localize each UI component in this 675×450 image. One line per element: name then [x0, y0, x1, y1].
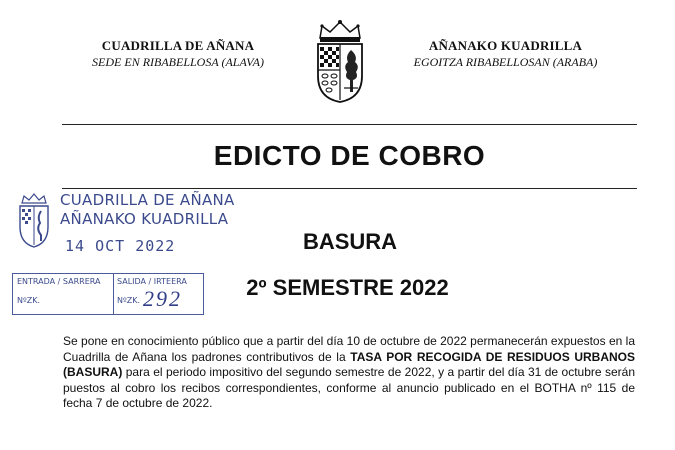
- entry-number-label: NºZK.: [17, 296, 41, 305]
- notice-paragraph: [63, 334, 635, 412]
- stamp-shield-icon: [16, 193, 52, 249]
- header-left-subtitle: SEDE EN RIBABELLOSA (ALAVA): [92, 55, 264, 69]
- entry-label: ENTRADA / SARRERA: [17, 277, 101, 286]
- stamp-date: 14 OCT 2022: [65, 237, 176, 255]
- notice-text-part2: para el periodo impositivo del segundo semestre de 2022, y a partir del día 31 de octubre serán puestos al cobro los recibos correspondientes, conforme al anuncio publicado en el BOTHA nº 115 de fecha 7 de octubre de 2022.: [63, 365, 635, 410]
- stamp-name-line2: AÑANAKO KUADRILLA: [60, 210, 229, 228]
- document-title: EDICTO DE COBRO: [213, 140, 486, 171]
- stamp-name-line1: CUADRILLA DE AÑANA: [60, 191, 235, 209]
- title-rule: [62, 188, 637, 189]
- top-rule: [62, 124, 637, 125]
- handwritten-registry-number: 292: [143, 286, 182, 311]
- exit-number-label: NºZK.: [117, 296, 141, 305]
- stamp-box-divider: [113, 274, 114, 314]
- header-right-subtitle: EGOITZA RIBABELLOSAN (ARABA): [413, 55, 598, 69]
- coat-of-arms-icon: [312, 18, 368, 104]
- header-left: [78, 38, 278, 70]
- notice-text-part1: Se pone en conocimiento público que a partir del día 10 de octubre de 2022 permanecerán expuestos en la Cuadrilla de Añana los padrones contributivos de la: [63, 334, 635, 364]
- subject-heading: BASURA: [302, 229, 398, 254]
- header-right-title: AÑANAKO KUADRILLA: [428, 38, 583, 53]
- registry-stamp-box: [12, 273, 204, 315]
- period-heading: 2º SEMESTRE 2022: [246, 275, 449, 300]
- exit-label: SALIDA / IRTEERA: [117, 277, 187, 286]
- header-right: [398, 38, 613, 70]
- notice-text-bold: TASA POR RECOGIDA DE RESIDUOS URBANOS (BASURA): [63, 349, 635, 379]
- header-left-title: CUADRILLA DE AÑANA: [101, 38, 255, 53]
